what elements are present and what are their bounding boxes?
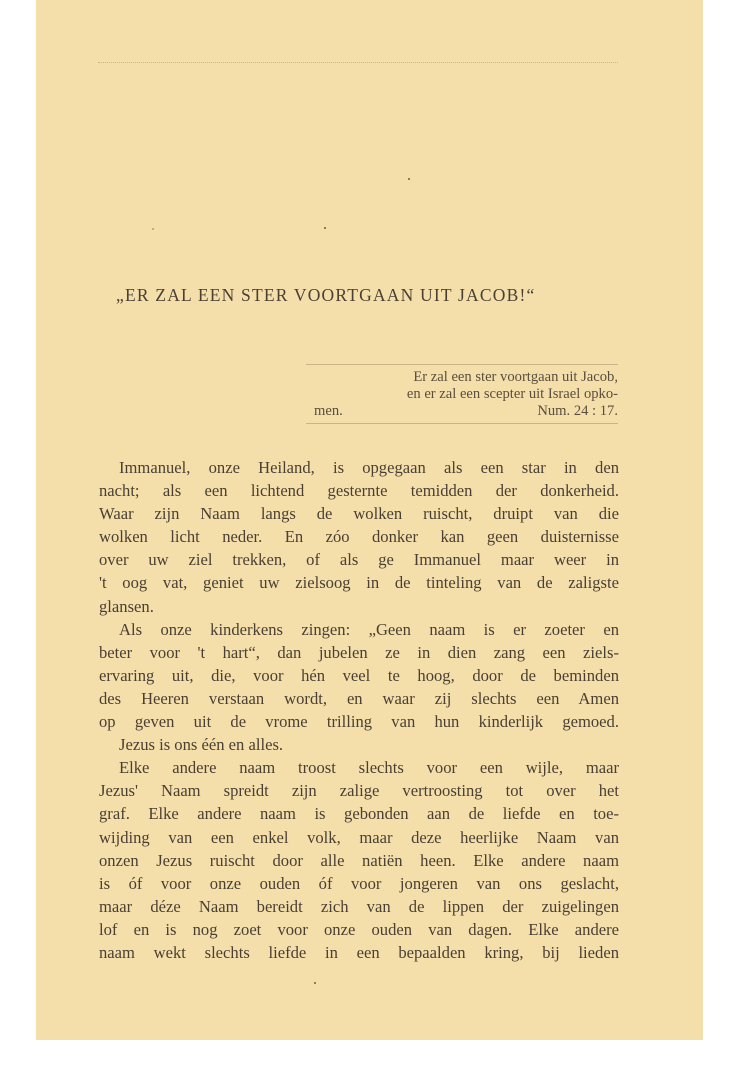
epigraph-line: en er zal een scepter uit Israel opko- xyxy=(406,386,618,402)
text-line: wolken licht neder. En zóo donker kan geen duisternisse xyxy=(99,527,619,547)
text-line: Jezus' Naam spreidt zijn zalige vertroosting tot over het xyxy=(99,781,619,801)
text-line: Als onze kinderkens zingen: „Geen naam is er zoeter en xyxy=(119,619,619,639)
text-line: nacht; als een lichtend gesternte temidden der donkerheid. xyxy=(99,481,619,501)
speck xyxy=(314,982,316,984)
text-line: lof en is nog zoet voor onze ouden van dagen. Elke andere xyxy=(99,919,619,939)
text-line: onzen Jezus ruischt door alle natiën heen. Elke andere naam xyxy=(99,850,619,870)
text-line: wijding van een enkel volk, maar deze heerlijke Naam van xyxy=(99,827,619,847)
text-line: graf. Elke andere naam is gebonden aan de liefde en toe- xyxy=(99,804,619,824)
epigraph-reference: Num. 24 : 17. xyxy=(537,403,618,419)
text-line: Jezus is ons één en alles. xyxy=(119,735,284,755)
text-line: op geven uit de vrome trilling van hun kinderlijk gemoed. xyxy=(99,712,619,732)
body-text xyxy=(99,456,619,964)
text-line: des Heeren verstaan wordt, en waar zij slechts een Amen xyxy=(99,688,619,708)
text-line: naam wekt slechts liefde in een bepaalden kring, bij lieden xyxy=(99,942,619,962)
speck xyxy=(408,178,410,180)
text-line: Immanuel, onze Heiland, is opgegaan als een star in den xyxy=(119,458,619,477)
epigraph-line: Er zal een ster voortgaan uit Jacob, xyxy=(413,369,618,385)
chapter-title: „ER ZAL EEN STER VOORTGAAN UIT JACOB!“ xyxy=(116,285,536,305)
text-line: 't oog vat, geniet uw zielsoog in de tinteling van de zaligste xyxy=(99,573,619,593)
text-line: Waar zijn Naam langs de wolken ruischt, druipt van die xyxy=(99,504,619,524)
top-decoration xyxy=(98,62,618,67)
epigraph-last-line xyxy=(306,403,618,420)
text-line: beter voor 't hart“, dan jubelen ze in dien zang een ziels- xyxy=(99,642,619,662)
text-line: ervaring uit, die, voor hén veel te hoog, door de beminden xyxy=(99,665,619,685)
epigraph-line-end: men. xyxy=(314,403,343,419)
speck xyxy=(324,227,326,229)
text-line: over uw ziel trekken, of als ge Immanuel maar weer in xyxy=(99,550,619,570)
text-line: glansen. xyxy=(99,596,154,616)
text-line: maar déze Naam bereidt zich van de lippen der zuigelingen xyxy=(99,896,619,916)
speck xyxy=(152,228,154,230)
text-line: is óf voor onze ouden óf voor jongeren van ons geslacht, xyxy=(99,873,619,893)
book-page xyxy=(36,0,703,1040)
text-line: Elke andere naam troost slechts voor een wijle, maar xyxy=(119,758,619,778)
epigraph xyxy=(306,364,618,424)
